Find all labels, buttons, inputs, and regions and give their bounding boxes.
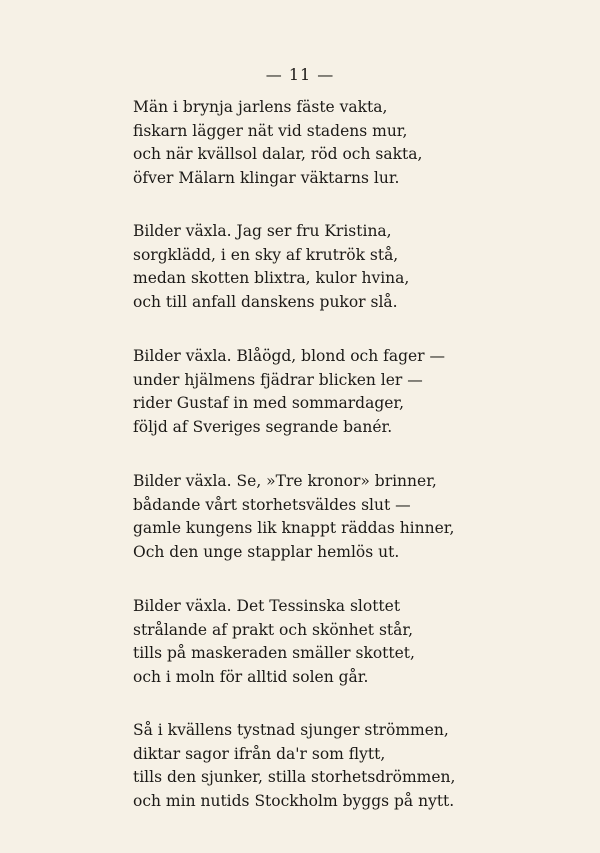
page-number: — 11 — — [265, 65, 335, 84]
stanza-4 — [133, 470, 454, 564]
verse-line: öfver Mälarn klingar väktarns lur. — [133, 168, 400, 187]
verse-line: Så i kvällens tystnad sjunger strömmen, — [133, 721, 449, 739]
verse-line: bådande vårt storhetsväldes slut — — [133, 495, 411, 514]
verse-line: tills på maskeraden smäller skottet, — [133, 644, 415, 662]
verse-line: följd af Sveriges segrande banér. — [133, 417, 393, 436]
verse-line: Bilder växla. Blåögd, blond och fager — — [133, 347, 446, 365]
verse-line: medan skotten blixtra, kulor hvina, — [133, 269, 410, 287]
stanza-5 — [133, 595, 415, 689]
stanza-3 — [133, 345, 445, 439]
verse-line: Bilder växla. Jag ser fru Kristina, — [133, 222, 392, 240]
stanza-6 — [133, 719, 455, 813]
verse-line: och min nutids Stockholm byggs på nytt. — [133, 791, 455, 810]
stanza-1 — [133, 96, 422, 190]
verse-line: gamle kungens lik knappt räddas hinner, — [133, 519, 455, 537]
verse-line: Och den unge stapplar hemlös ut. — [133, 542, 400, 561]
verse-line: och i moln för alltid solen går. — [133, 667, 369, 686]
verse-line: strålande af prakt och skönhet står, — [133, 620, 414, 639]
verse-line: fiskarn lägger nät vid stadens mur, — [133, 121, 408, 140]
verse-line: tills den sjunker, stilla storhetsdrömmen, — [133, 768, 456, 786]
verse-line: Bilder växla. Se, »Tre kronor» brinner, — [133, 472, 437, 490]
verse-line: rider Gustaf in med sommardager, — [133, 394, 405, 412]
verse-line: diktar sagor ifrån da'r som flytt, — [133, 744, 386, 763]
verse-line: sorgklädd, i en sky af krutrök stå, — [133, 245, 399, 264]
verse-line: Män i brynja jarlens fäste vakta, — [133, 98, 388, 116]
verse-line: och när kvällsol dalar, röd och sakta, — [133, 145, 423, 163]
verse-line: under hjälmens fjädrar blicken ler — — [133, 370, 423, 389]
verse-line: Bilder växla. Det Tessinska slottet — [133, 597, 401, 615]
stanza-2 — [133, 220, 409, 314]
verse-line: och till anfall danskens pukor slå. — [133, 292, 398, 311]
